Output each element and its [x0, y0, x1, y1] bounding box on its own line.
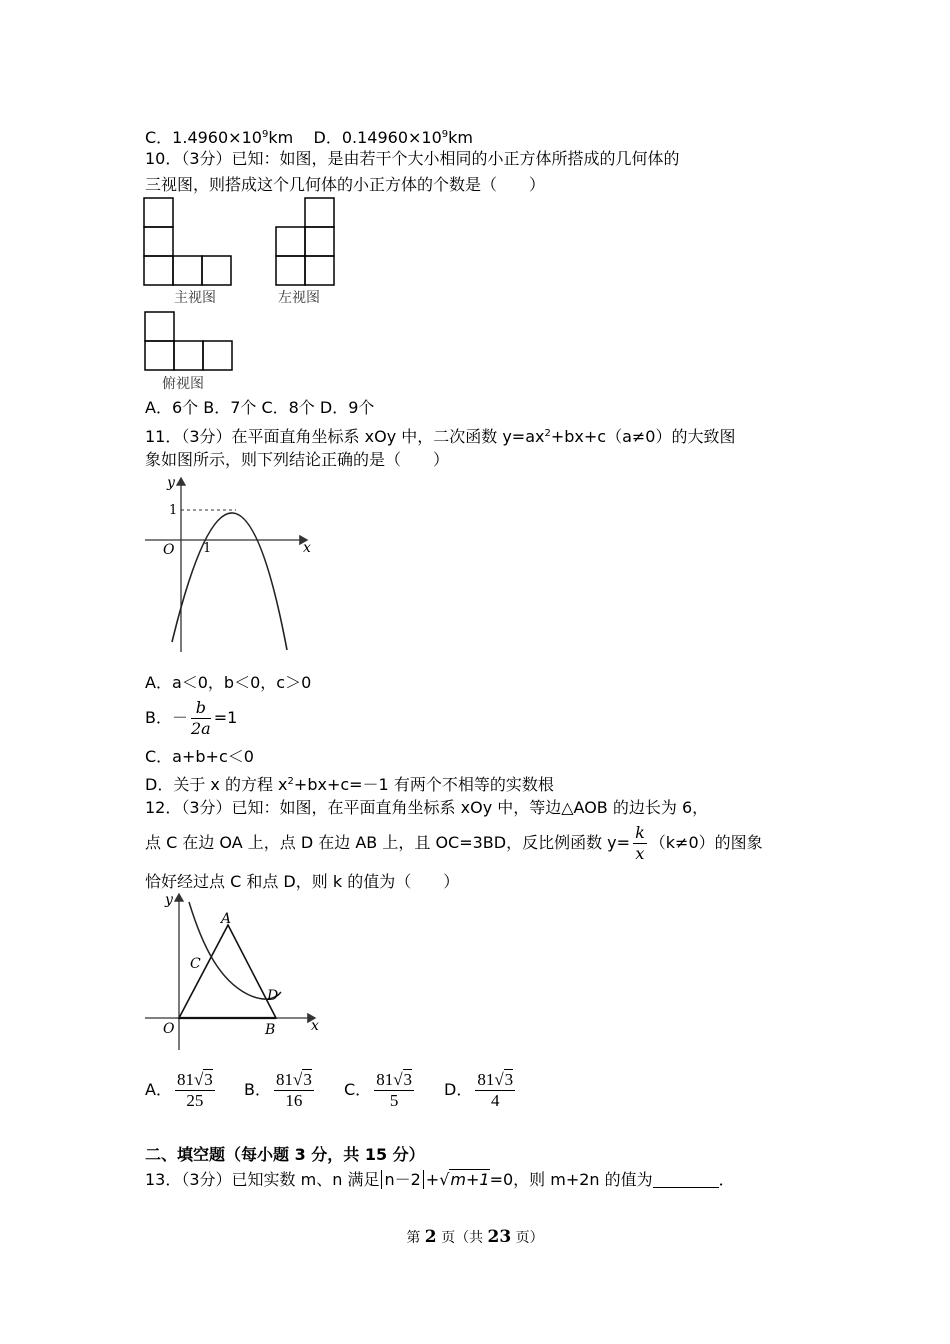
q11-origin-label: O — [163, 542, 175, 558]
q12-stem-line3: 恰好经过点 C 和点 D，则 k 的值为（ ） — [145, 872, 460, 891]
q11-stem-line1: 11．（3分）在平面直角坐标系 xOy 中，二次函数 $y=ax^2+bx+c(a\ne 0)$的大致图 — [145, 427, 736, 446]
q9-option-d: D．$0.14960\times 10^9km$ — [313, 128, 474, 147]
q12-option-d: D． $\frac{81√3}{4}$ — [444, 1070, 514, 1110]
left-view-label: 左视图 — [278, 290, 320, 306]
q12-stem-line2: 点 C 在边 OA 上，点 D 在边 AB 上，且 OC=3BD，反比例函数 y= $\frac{k}{x}$ （k≠0）的图象 — [145, 823, 763, 863]
q12-option-c: C． $\frac{81√3}{5}$ — [344, 1070, 413, 1110]
q12-hyperbola-curve — [189, 902, 281, 999]
q12-triangle-graph — [145, 888, 325, 1053]
q12-y-label: y — [165, 892, 173, 908]
q11-option-b: B．－ $\frac{b}{2a}$ =1 — [145, 698, 238, 738]
section2-title: 二、填空题（每小题 3 分，共 15 分） — [145, 1145, 425, 1164]
q12-x-label: x — [311, 1018, 319, 1034]
q12-point-c-label: C — [190, 956, 201, 972]
top-view-label: 俯视图 — [162, 376, 204, 392]
q11-x-label: x — [303, 540, 311, 556]
q9-option-c: C．$1.4960\times 10^9km$ — [145, 128, 294, 147]
q12-option-b: B． $\frac{81√3}{16}$ — [244, 1070, 312, 1110]
q10-stem-line1: 10．（3分）已知：如图，是由若干个大小相同的小正方体所搭成的几何体的 — [145, 149, 680, 168]
top-view — [145, 312, 232, 370]
q12-option-a: A． $\frac{81√3}{25}$ — [145, 1070, 213, 1110]
q11-option-c: C．a+b+c＜0 — [145, 747, 254, 766]
q11-parabola-graph — [145, 470, 325, 655]
q13-answer-blank[interactable] — [653, 1171, 719, 1188]
q10-options: A．6个 B．7个 C．8个 D．9个 — [145, 398, 375, 417]
q11-x-tick-1: 1 — [203, 541, 212, 556]
q10-stem-line2: 三视图，则搭成这个几何体的小正方体的个数是（ ） — [145, 175, 546, 194]
left-view — [276, 198, 334, 285]
q12-stem-line1: 12．（3分）已知：如图，在平面直角坐标系 xOy 中，等边△AOB 的边长为 6， — [145, 798, 709, 817]
q10-three-views-figure — [140, 194, 350, 394]
q9-options-cd — [145, 124, 473, 149]
q11-option-a: A．a＜0，b＜0，c＞0 — [145, 673, 312, 692]
q11-option-d: D．关于 x 的方程 $x^2+bx+c=-1$ 有两个不相等的实数根 — [145, 775, 554, 794]
front-view-label: 主视图 — [174, 290, 216, 306]
q11-parabola-curve — [172, 513, 287, 650]
q11-y-tick-1: 1 — [169, 503, 178, 518]
q11-y-label: y — [167, 475, 175, 491]
q12-point-b-label: B — [265, 1022, 276, 1038]
q11-stem-line2: 象如图所示，则下列结论正确的是（ ） — [145, 450, 450, 469]
page-footer: 第 2 页（共 23 页） — [406, 1227, 544, 1247]
q13-stem: 13．（3分）已知实数 m、n 满足 n－2 +√m+1=0，则 m+2n 的值为 ． — [145, 1170, 735, 1189]
front-view — [144, 198, 231, 285]
q12-point-a-label: A — [221, 911, 232, 927]
q12-origin-label: O — [163, 1021, 175, 1037]
q12-point-d-label: D — [267, 988, 279, 1004]
